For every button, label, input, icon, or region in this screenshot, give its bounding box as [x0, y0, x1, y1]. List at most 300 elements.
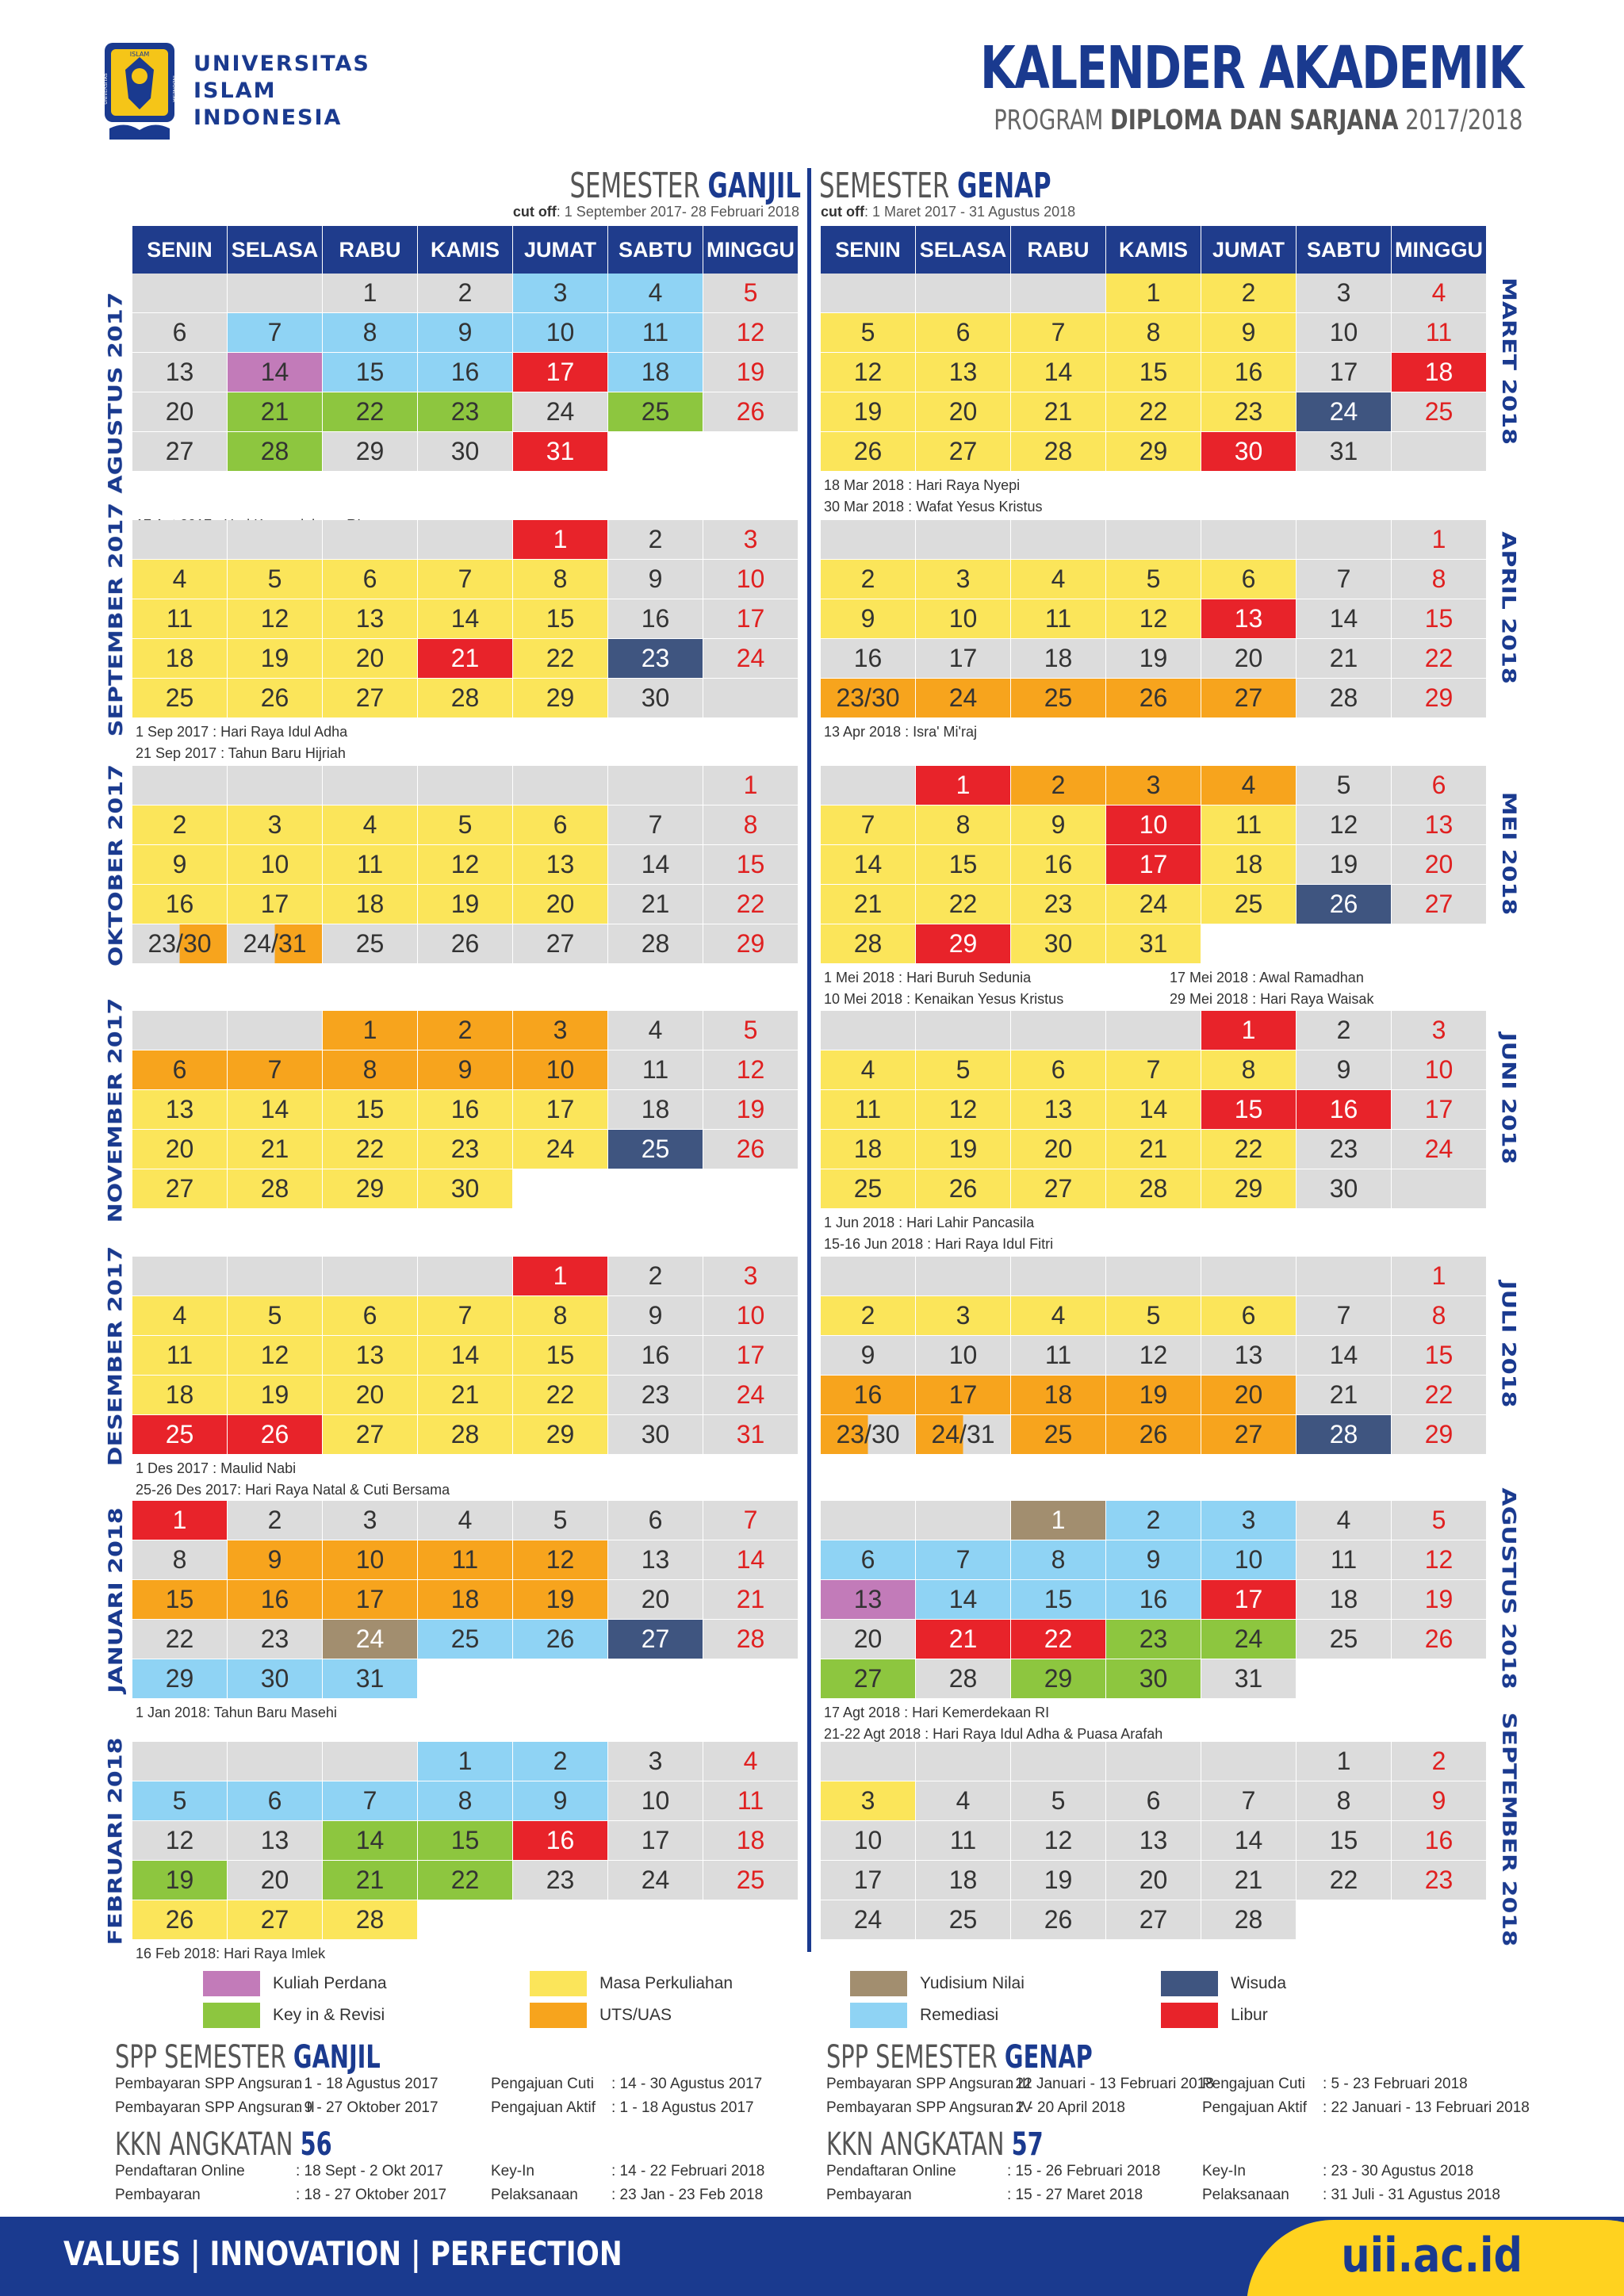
date-cell: 11	[1201, 806, 1297, 845]
date-cell: 9	[418, 313, 513, 353]
date-cell: 5	[132, 1781, 228, 1821]
date-cell: 1	[513, 1257, 608, 1296]
date-cell: 8	[132, 1540, 228, 1580]
date-cell: 14	[916, 1580, 1011, 1620]
date-cell: 8	[513, 1296, 608, 1336]
date-cell: 4	[916, 1781, 1011, 1821]
page-subtitle: PROGRAM DIPLOMA DAN SARJANA 2017/2018	[993, 105, 1522, 136]
date-cell: 20	[132, 1130, 228, 1169]
date-cell	[323, 1742, 418, 1781]
date-cell: 6	[1201, 560, 1297, 599]
date-cell	[132, 472, 228, 511]
date-cell: 28	[608, 924, 703, 964]
date-cell: 6	[1392, 766, 1487, 806]
date-cell: 14	[228, 353, 323, 392]
info-text: Key-In	[491, 2163, 534, 2179]
date-cell: 12	[1392, 1540, 1487, 1580]
date-cell: 11	[608, 1050, 703, 1090]
info-text: : 1 - 18 Agustus 2017	[296, 2076, 439, 2092]
date-cell: 13	[1011, 1090, 1106, 1130]
date-cell: 2	[228, 1501, 323, 1540]
info-text: Pembayaran SPP Angsuran III	[826, 2076, 1031, 2092]
date-cell: 10	[228, 845, 323, 885]
date-cell: 30	[608, 1415, 703, 1455]
date-cell: 20	[821, 1620, 916, 1659]
date-cell: 15	[703, 845, 799, 885]
uii-emblem-icon	[102, 41, 178, 143]
date-cell: 13	[513, 845, 608, 885]
month-grid	[132, 1011, 799, 1209]
date-cell: 14	[1297, 599, 1392, 639]
date-cell: 7	[1201, 1781, 1297, 1821]
date-cell	[323, 766, 418, 806]
date-cell	[132, 1011, 228, 1050]
date-cell: 21	[418, 639, 513, 679]
date-cell: 3	[513, 1011, 608, 1050]
date-cell: 21	[1297, 1376, 1392, 1415]
holiday-notes	[824, 967, 1063, 1010]
date-cell: 19	[703, 353, 799, 392]
month-grid	[132, 1257, 799, 1455]
month-grid	[821, 1742, 1487, 1940]
date-cell: 27	[1392, 885, 1487, 924]
date-cell: 16	[132, 885, 228, 924]
university-logo	[102, 41, 435, 144]
date-cell: 16	[1106, 1580, 1201, 1620]
date-cell: 23	[418, 392, 513, 432]
date-cell	[513, 766, 608, 806]
date-cell: 28	[323, 1900, 418, 1940]
weekday-label: SABTU	[608, 226, 703, 274]
date-cell	[228, 1011, 323, 1050]
month-grid	[821, 1011, 1487, 1209]
legend-label: Kuliah Perdana	[273, 1974, 387, 1992]
date-cell: 3	[1297, 274, 1392, 313]
date-cell: 24/31	[228, 924, 323, 964]
date-cell: 25	[821, 1169, 916, 1209]
date-cell: 6	[608, 1501, 703, 1540]
holiday-note: 13 Apr 2018 : Isra' Mi'raj	[824, 724, 977, 740]
date-cell: 28	[418, 1415, 513, 1455]
date-cell: 3	[703, 1257, 799, 1296]
date-cell: 24	[323, 1620, 418, 1659]
date-cell: 6	[323, 560, 418, 599]
date-cell: 31	[323, 1659, 418, 1699]
legend-label: Yudisium Nilai	[920, 1974, 1025, 1992]
legend-label: Remediasi	[920, 2006, 999, 2024]
date-cell: 5	[703, 274, 799, 313]
date-cell: 13	[132, 1090, 228, 1130]
date-cell: 17	[323, 1580, 418, 1620]
cutoff-ganjil: cut off: 1 September 2017- 28 Februari 2018	[512, 204, 799, 220]
date-cell: 7	[228, 313, 323, 353]
legend-swatch	[850, 1971, 907, 1996]
date-cell: 16	[608, 599, 703, 639]
date-cell: 19	[1106, 639, 1201, 679]
date-cell	[1392, 1659, 1487, 1699]
date-cell: 23	[1201, 392, 1297, 432]
date-cell: 3	[228, 806, 323, 845]
date-cell: 27	[1201, 1415, 1297, 1455]
date-cell: 8	[916, 806, 1011, 845]
date-cell: 7	[418, 1296, 513, 1336]
date-cell: 30	[1011, 924, 1106, 964]
date-cell: 14	[228, 1090, 323, 1130]
date-cell: 27	[916, 432, 1011, 472]
date-cell	[916, 1257, 1011, 1296]
date-cell: 24/31	[916, 1415, 1011, 1455]
date-cell: 7	[323, 1781, 418, 1821]
date-cell: 13	[132, 353, 228, 392]
date-cell: 26	[418, 924, 513, 964]
date-cell: 8	[1297, 1781, 1392, 1821]
date-cell: 29	[916, 924, 1011, 964]
date-cell: 17	[1106, 845, 1201, 885]
date-cell: 5	[916, 1050, 1011, 1090]
date-cell: 6	[228, 1781, 323, 1821]
weekday-label: MINGGU	[703, 226, 799, 274]
date-cell: 16	[1201, 353, 1297, 392]
date-cell: 27	[228, 1900, 323, 1940]
date-cell: 30	[1201, 432, 1297, 472]
date-cell: 20	[1201, 1376, 1297, 1415]
legend-swatch	[850, 2003, 907, 2028]
date-cell: 13	[1201, 1336, 1297, 1376]
spp-ganjil-title: SPP SEMESTER GANJIL	[115, 2039, 381, 2076]
date-cell: 12	[1106, 1336, 1201, 1376]
date-cell	[1392, 1900, 1487, 1940]
date-cell: 30	[418, 432, 513, 472]
date-cell: 4	[1011, 560, 1106, 599]
date-cell: 22	[916, 885, 1011, 924]
date-cell: 24	[703, 1376, 799, 1415]
weekday-label: SENIN	[132, 226, 228, 274]
date-cell: 8	[1011, 1540, 1106, 1580]
date-cell	[1297, 520, 1392, 560]
date-cell	[1011, 1742, 1106, 1781]
date-cell: 19	[513, 1580, 608, 1620]
info-text: : 15 - 26 Februari 2018	[1007, 2163, 1161, 2179]
holiday-notes	[136, 1943, 325, 1965]
weekday-label: RABU	[323, 226, 418, 274]
date-cell: 11	[608, 313, 703, 353]
holiday-note: 1 Mei 2018 : Hari Buruh Sedunia	[824, 970, 1032, 985]
date-cell	[608, 1169, 703, 1209]
date-cell: 8	[513, 560, 608, 599]
date-cell: 16	[418, 353, 513, 392]
date-cell	[703, 1169, 799, 1209]
date-cell	[1106, 1011, 1201, 1050]
page-title: KALENDER AKADEMIK	[979, 34, 1522, 102]
date-cell: 23	[1297, 1130, 1392, 1169]
date-cell	[132, 274, 228, 313]
date-cell: 7	[608, 806, 703, 845]
info-text: : 2 - 20 April 2018	[1007, 2099, 1125, 2116]
date-cell: 13	[821, 1580, 916, 1620]
info-text: : 1 - 18 Agustus 2017	[611, 2099, 754, 2116]
date-cell: 20	[228, 1861, 323, 1900]
calendar-title-block	[827, 33, 1522, 138]
info-text: : 31 Juli - 31 Agustus 2018	[1323, 2187, 1500, 2203]
date-cell: 11	[821, 1090, 916, 1130]
info-text: Pengajuan Cuti	[491, 2076, 594, 2092]
date-cell: 25	[1201, 885, 1297, 924]
date-cell: 9	[1392, 1781, 1487, 1821]
date-cell: 11	[1297, 1540, 1392, 1580]
info-text: Key-In	[1202, 2163, 1246, 2179]
date-cell: 22	[513, 639, 608, 679]
date-cell: 10	[1106, 806, 1201, 845]
date-cell: 1	[1392, 520, 1487, 560]
date-cell: 3	[703, 520, 799, 560]
date-cell: 22	[418, 1861, 513, 1900]
date-cell: 6	[132, 1050, 228, 1090]
date-cell: 6	[916, 313, 1011, 353]
date-cell: 7	[1011, 313, 1106, 353]
date-cell: 5	[418, 806, 513, 845]
date-cell: 17	[916, 1376, 1011, 1415]
date-cell: 10	[916, 599, 1011, 639]
holiday-note: 15-16 Jun 2018 : Hari Raya Idul Fitri	[824, 1236, 1054, 1252]
date-cell: 6	[323, 1296, 418, 1336]
date-cell: 12	[132, 1821, 228, 1861]
date-cell: 10	[1392, 1050, 1487, 1090]
date-cell	[132, 1742, 228, 1781]
legend-item	[530, 1971, 733, 1996]
date-cell: 9	[821, 1336, 916, 1376]
date-cell: 13	[608, 1540, 703, 1580]
month-label: MEI 2018	[1497, 791, 1520, 915]
date-cell: 24	[513, 1130, 608, 1169]
date-cell: 5	[228, 560, 323, 599]
date-cell: 29	[1106, 432, 1201, 472]
date-cell: 31	[703, 1415, 799, 1455]
date-cell	[608, 1659, 703, 1699]
date-cell: 20	[1106, 1861, 1201, 1900]
date-cell: 3	[916, 1296, 1011, 1336]
date-cell: 1	[323, 274, 418, 313]
date-cell: 10	[821, 1821, 916, 1861]
date-cell: 6	[1106, 1781, 1201, 1821]
date-cell: 15	[916, 845, 1011, 885]
date-cell: 19	[1106, 1376, 1201, 1415]
date-cell: 1	[1106, 274, 1201, 313]
date-cell: 8	[323, 1050, 418, 1090]
university-name-line: UNIVERSITAS	[193, 52, 370, 76]
date-cell: 3	[513, 274, 608, 313]
month-grid	[821, 520, 1487, 718]
weekday-label: KAMIS	[418, 226, 513, 274]
date-cell: 15	[513, 1336, 608, 1376]
date-cell: 19	[228, 1376, 323, 1415]
weekday-label: KAMIS	[1106, 226, 1201, 274]
legend-label: Masa Perkuliahan	[599, 1974, 733, 1992]
date-cell: 12	[228, 599, 323, 639]
month-label: JULI 2018	[1496, 1280, 1519, 1407]
date-cell: 8	[1201, 1050, 1297, 1090]
holiday-note: 30 Mar 2018 : Wafat Yesus Kristus	[824, 499, 1043, 515]
month-label: AGUSTUS 2017	[105, 291, 128, 494]
weekday-label: SENIN	[821, 226, 916, 274]
date-cell: 15	[323, 1090, 418, 1130]
date-cell: 7	[821, 806, 916, 845]
date-cell: 17	[1297, 353, 1392, 392]
date-cell	[821, 520, 916, 560]
date-cell: 3	[916, 560, 1011, 599]
info-text: : 23 Jan - 23 Feb 2018	[611, 2187, 764, 2203]
date-cell: 16	[821, 639, 916, 679]
legend-swatch	[1161, 1971, 1218, 1996]
date-cell: 18	[916, 1861, 1011, 1900]
holiday-notes	[824, 475, 1042, 518]
date-cell: 16	[1011, 845, 1106, 885]
date-cell: 10	[1297, 313, 1392, 353]
date-cell: 14	[821, 845, 916, 885]
date-cell: 29	[1011, 1659, 1106, 1699]
date-cell	[1392, 1169, 1487, 1209]
date-cell: 15	[418, 1821, 513, 1861]
date-cell: 5	[1106, 560, 1201, 599]
date-cell: 16	[608, 1336, 703, 1376]
date-cell: 14	[323, 1821, 418, 1861]
holiday-note: 1 Jun 2018 : Hari Lahir Pancasila	[824, 1215, 1035, 1230]
date-cell: 24	[1106, 885, 1201, 924]
date-cell: 20	[1392, 845, 1487, 885]
date-cell	[418, 1659, 513, 1699]
date-cell: 5	[1011, 1781, 1106, 1821]
date-cell: 23/30	[821, 679, 916, 718]
date-cell: 22	[1392, 639, 1487, 679]
date-cell: 15	[323, 353, 418, 392]
date-cell: 12	[1297, 806, 1392, 845]
date-cell: 26	[132, 1900, 228, 1940]
date-cell: 18	[1011, 639, 1106, 679]
legend-swatch	[1161, 2003, 1218, 2028]
date-cell: 19	[916, 1130, 1011, 1169]
date-cell: 25	[132, 679, 228, 718]
date-cell: 20	[513, 885, 608, 924]
date-cell: 15	[1392, 599, 1487, 639]
date-cell: 14	[418, 1336, 513, 1376]
date-cell: 30	[228, 1659, 323, 1699]
date-cell: 17	[228, 885, 323, 924]
info-text: Pengajuan Aktif	[491, 2099, 596, 2116]
website-link[interactable]: uii.ac.id	[1341, 2228, 1522, 2283]
date-cell: 16	[513, 1821, 608, 1861]
date-cell: 12	[1106, 599, 1201, 639]
date-cell: 16	[418, 1090, 513, 1130]
date-cell: 7	[1297, 1296, 1392, 1336]
holiday-note: 1 Sep 2017 : Hari Raya Idul Adha	[136, 724, 348, 740]
date-cell: 25	[608, 392, 703, 432]
date-cell	[228, 274, 323, 313]
date-cell	[821, 1742, 916, 1781]
date-cell: 13	[1201, 599, 1297, 639]
holiday-notes	[136, 1702, 337, 1724]
date-cell: 25	[1011, 679, 1106, 718]
info-text: : 22 Januari - 13 Februari 2018	[1323, 2099, 1530, 2116]
date-cell: 8	[418, 1781, 513, 1821]
legend-swatch	[203, 1971, 260, 1996]
date-cell	[513, 1659, 608, 1699]
date-cell: 30	[1106, 1659, 1201, 1699]
date-cell: 18	[1392, 353, 1487, 392]
date-cell: 12	[228, 1336, 323, 1376]
info-text: Pengajuan Cuti	[1202, 2076, 1305, 2092]
date-cell: 12	[703, 1050, 799, 1090]
date-cell: 21	[323, 1861, 418, 1900]
date-cell: 1	[1201, 1011, 1297, 1050]
semester-genap-heading: SEMESTER GENAP	[819, 166, 1051, 206]
date-cell: 13	[228, 1821, 323, 1861]
date-cell: 19	[703, 1090, 799, 1130]
date-cell	[608, 1900, 703, 1940]
date-cell: 20	[323, 639, 418, 679]
date-cell: 22	[513, 1376, 608, 1415]
legend-label: UTS/UAS	[599, 2006, 672, 2024]
date-cell: 22	[1011, 1620, 1106, 1659]
holiday-note: 21 Sep 2017 : Tahun Baru Hijriah	[136, 745, 346, 761]
date-cell: 29	[323, 1169, 418, 1209]
date-cell: 25	[1011, 1415, 1106, 1455]
date-cell: 11	[1011, 599, 1106, 639]
date-cell: 6	[821, 1540, 916, 1580]
date-cell: 24	[1297, 392, 1392, 432]
date-cell: 23	[418, 1130, 513, 1169]
date-cell	[323, 1257, 418, 1296]
date-cell: 29	[323, 432, 418, 472]
date-cell: 15	[1201, 1090, 1297, 1130]
date-cell: 26	[1297, 885, 1392, 924]
date-cell: 18	[1201, 845, 1297, 885]
date-cell: 28	[1297, 1415, 1392, 1455]
date-cell: 24	[1392, 1130, 1487, 1169]
month-label: FEBRUARI 2018	[104, 1737, 127, 1945]
date-cell	[1392, 924, 1487, 964]
svg-text:UNIVERSITAS: UNIVERSITAS	[103, 73, 109, 105]
date-cell: 14	[1106, 1090, 1201, 1130]
date-cell: 5	[1392, 1501, 1487, 1540]
date-cell: 1	[1297, 1742, 1392, 1781]
date-cell: 12	[418, 845, 513, 885]
date-cell: 2	[1297, 1011, 1392, 1050]
date-cell: 24	[821, 1900, 916, 1940]
info-text: Pelaksanaan	[491, 2187, 578, 2203]
date-cell: 14	[703, 1540, 799, 1580]
holiday-note: 1 Jan 2018: Tahun Baru Masehi	[136, 1705, 337, 1720]
holiday-notes	[1170, 967, 1373, 1010]
date-cell: 1	[323, 1011, 418, 1050]
date-cell	[513, 1900, 608, 1940]
date-cell: 15	[132, 1580, 228, 1620]
date-cell: 2	[1392, 1742, 1487, 1781]
date-cell: 9	[132, 845, 228, 885]
date-cell: 22	[1106, 392, 1201, 432]
info-text: Pengajuan Aktif	[1202, 2099, 1308, 2116]
date-cell: 26	[916, 1169, 1011, 1209]
date-cell: 10	[513, 313, 608, 353]
date-cell: 11	[1011, 1336, 1106, 1376]
date-cell: 21	[228, 1130, 323, 1169]
date-cell: 18	[323, 885, 418, 924]
date-cell	[703, 679, 799, 718]
info-text: : 22 Januari - 13 Februari 2018	[1007, 2076, 1214, 2092]
date-cell: 4	[608, 1011, 703, 1050]
date-cell	[418, 1900, 513, 1940]
date-cell: 20	[608, 1580, 703, 1620]
date-cell: 30	[418, 1169, 513, 1209]
month-label: SEPTEMBER 2017	[105, 502, 128, 737]
